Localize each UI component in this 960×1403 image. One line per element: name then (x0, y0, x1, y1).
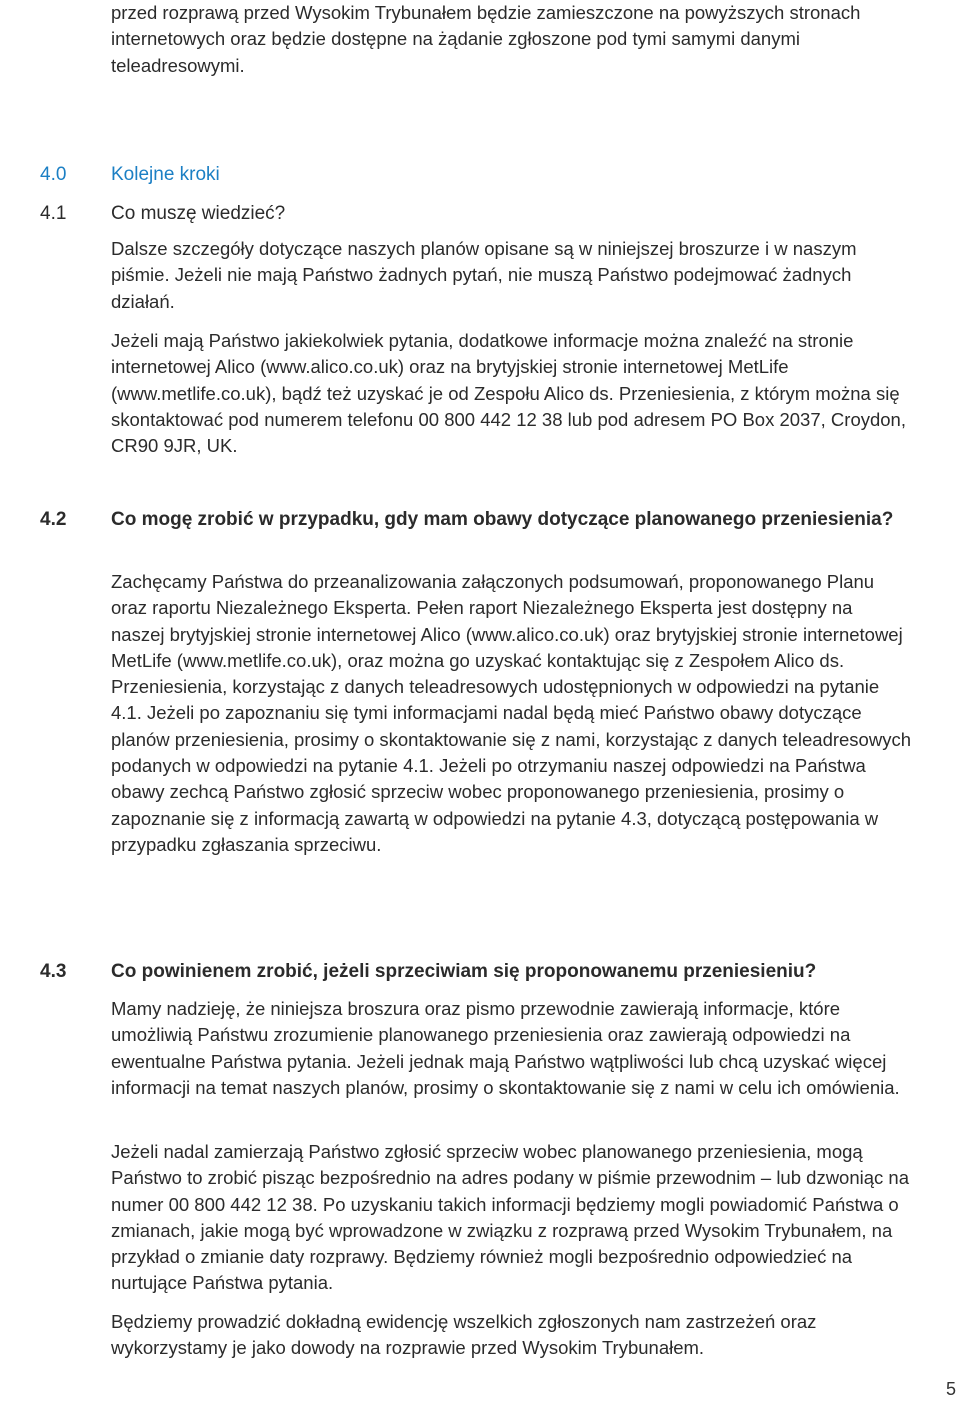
section-4-2-number: 4.2 (40, 509, 67, 530)
section-4-3-paragraph-3: Będziemy prowadzić dokładną ewidencję wszelkich zgłoszonych nam zastrzeżeń oraz wykorzystamy je jako dowody na rozprawie przed Wysokim Trybunałem. (111, 1311, 817, 1359)
section-4-2-title: Co mogę zrobić w przypadku, gdy mam obawy dotyczące planowanego przeniesienia? (111, 509, 894, 530)
intro-paragraph: przed rozprawą przed Wysokim Trybunałem będzie zamieszczone na powyższych stronach internetowych oraz będzie dostępne na żądanie zgłoszone pod tymi samymi danymi teleadresowymi. (111, 2, 861, 76)
section-4-1-paragraph-1: Dalsze szczegóły dotyczące naszych planów opisane są w niniejszej broszurze i w naszym piśmie. Jeżeli nie mają Państwo żadnych pytań, nie muszą Państwo podejmować żadnych działań. (111, 238, 857, 312)
section-4-3-paragraph-2: Jeżeli nadal zamierzają Państwo zgłosić sprzeciw wobec planowanego przeniesienia, mogą Państwo to zrobić pisząc bezpośrednio na adres podany w piśmie przewodnim – lub dzwoniąc na numer 00 800 442 12 38. Po uzyskaniu takich informacji będziemy mogli powiadomić Państwa o zmianach, jakie mogą być wprowadzone w związku z rozprawą przed Wysokim Trybunałem, na przykład o zmianie daty rozprawy. Będziemy również mogli bezpośrednio odpowiedzieć na nurtujące Państwa pytania. (111, 1141, 909, 1294)
section-4-0-number: 4.0 (40, 164, 67, 185)
section-4-1-title: Co muszę wiedzieć? (111, 203, 286, 224)
section-4-3-number: 4.3 (40, 961, 67, 982)
section-4-0-title: Kolejne kroki (111, 164, 220, 185)
section-4-3-paragraph-1: Mamy nadzieję, że niniejsza broszura oraz pismo przewodnie zawierają informacje, które umożliwią Państwu zrozumienie planowanego przeniesienia oraz zawierają odpowiedzi na ewentualne Państwa pytania. Jeżeli jednak mają Państwo wątpliwości lub chcą uzyskać więcej informacji na temat naszych planów, prosimy o skontaktowanie się z nami w celu ich omówienia. (111, 998, 900, 1098)
section-4-1-number: 4.1 (40, 203, 67, 224)
section-4-3-title: Co powinienem zrobić, jeżeli sprzeciwiam się proponowanemu przeniesieniu? (111, 961, 817, 982)
section-4-1-paragraph-2: Jeżeli mają Państwo jakiekolwiek pytania, dodatkowe informacje można znaleźć na stronie internetowej Alico (www.alico.co.uk) oraz na brytyjskiej stronie internetowej MetLife (www.metlife.co.uk), bądź też uzyskać je od Zespołu Alico ds. Przeniesienia, z którym można się skontaktować pod numerem telefonu 00 800 442 12 38 lub pod adresem PO Box 2037, Croydon, CR90 9JR, UK. (111, 330, 906, 457)
section-4-2-paragraph-1: Zachęcamy Państwa do przeanalizowania załączonych podsumowań, proponowanego Planu oraz raportu Niezależnego Eksperta. Pełen raport Niezależnego Eksperta jest dostępny na naszej brytyjskiej stronie internetowej Alico (www.alico.co.uk) oraz brytyjskiej stronie internetowej MetLife (www.metlife.co.uk), oraz można go uzyskać kontaktując się z Zespołem Alico ds. Przeniesienia, korzystając z danych teleadresowych udostępnionych w odpowiedzi na pytanie 4.1. Jeżeli po zapoznaniu się tymi informacjami nadal będą mieć Państwo obawy dotyczące planów przeniesienia, prosimy o skontaktowanie się z nami, korzystając z danych teleadresowych podanych w odpowiedzi na pytanie 4.1. Jeżeli po otrzymaniu naszej odpowiedzi na Państwa obawy zechcą Państwo zgłosić sprzeciw wobec proponowanego przeniesienia, prosimy o zapoznanie się z informacją zawartą w odpowiedzi na pytanie 4.3, dotyczącą postępowania w przypadku zgłaszania sprzeciwu. (111, 571, 911, 855)
page-number: 5 (945, 1379, 956, 1399)
